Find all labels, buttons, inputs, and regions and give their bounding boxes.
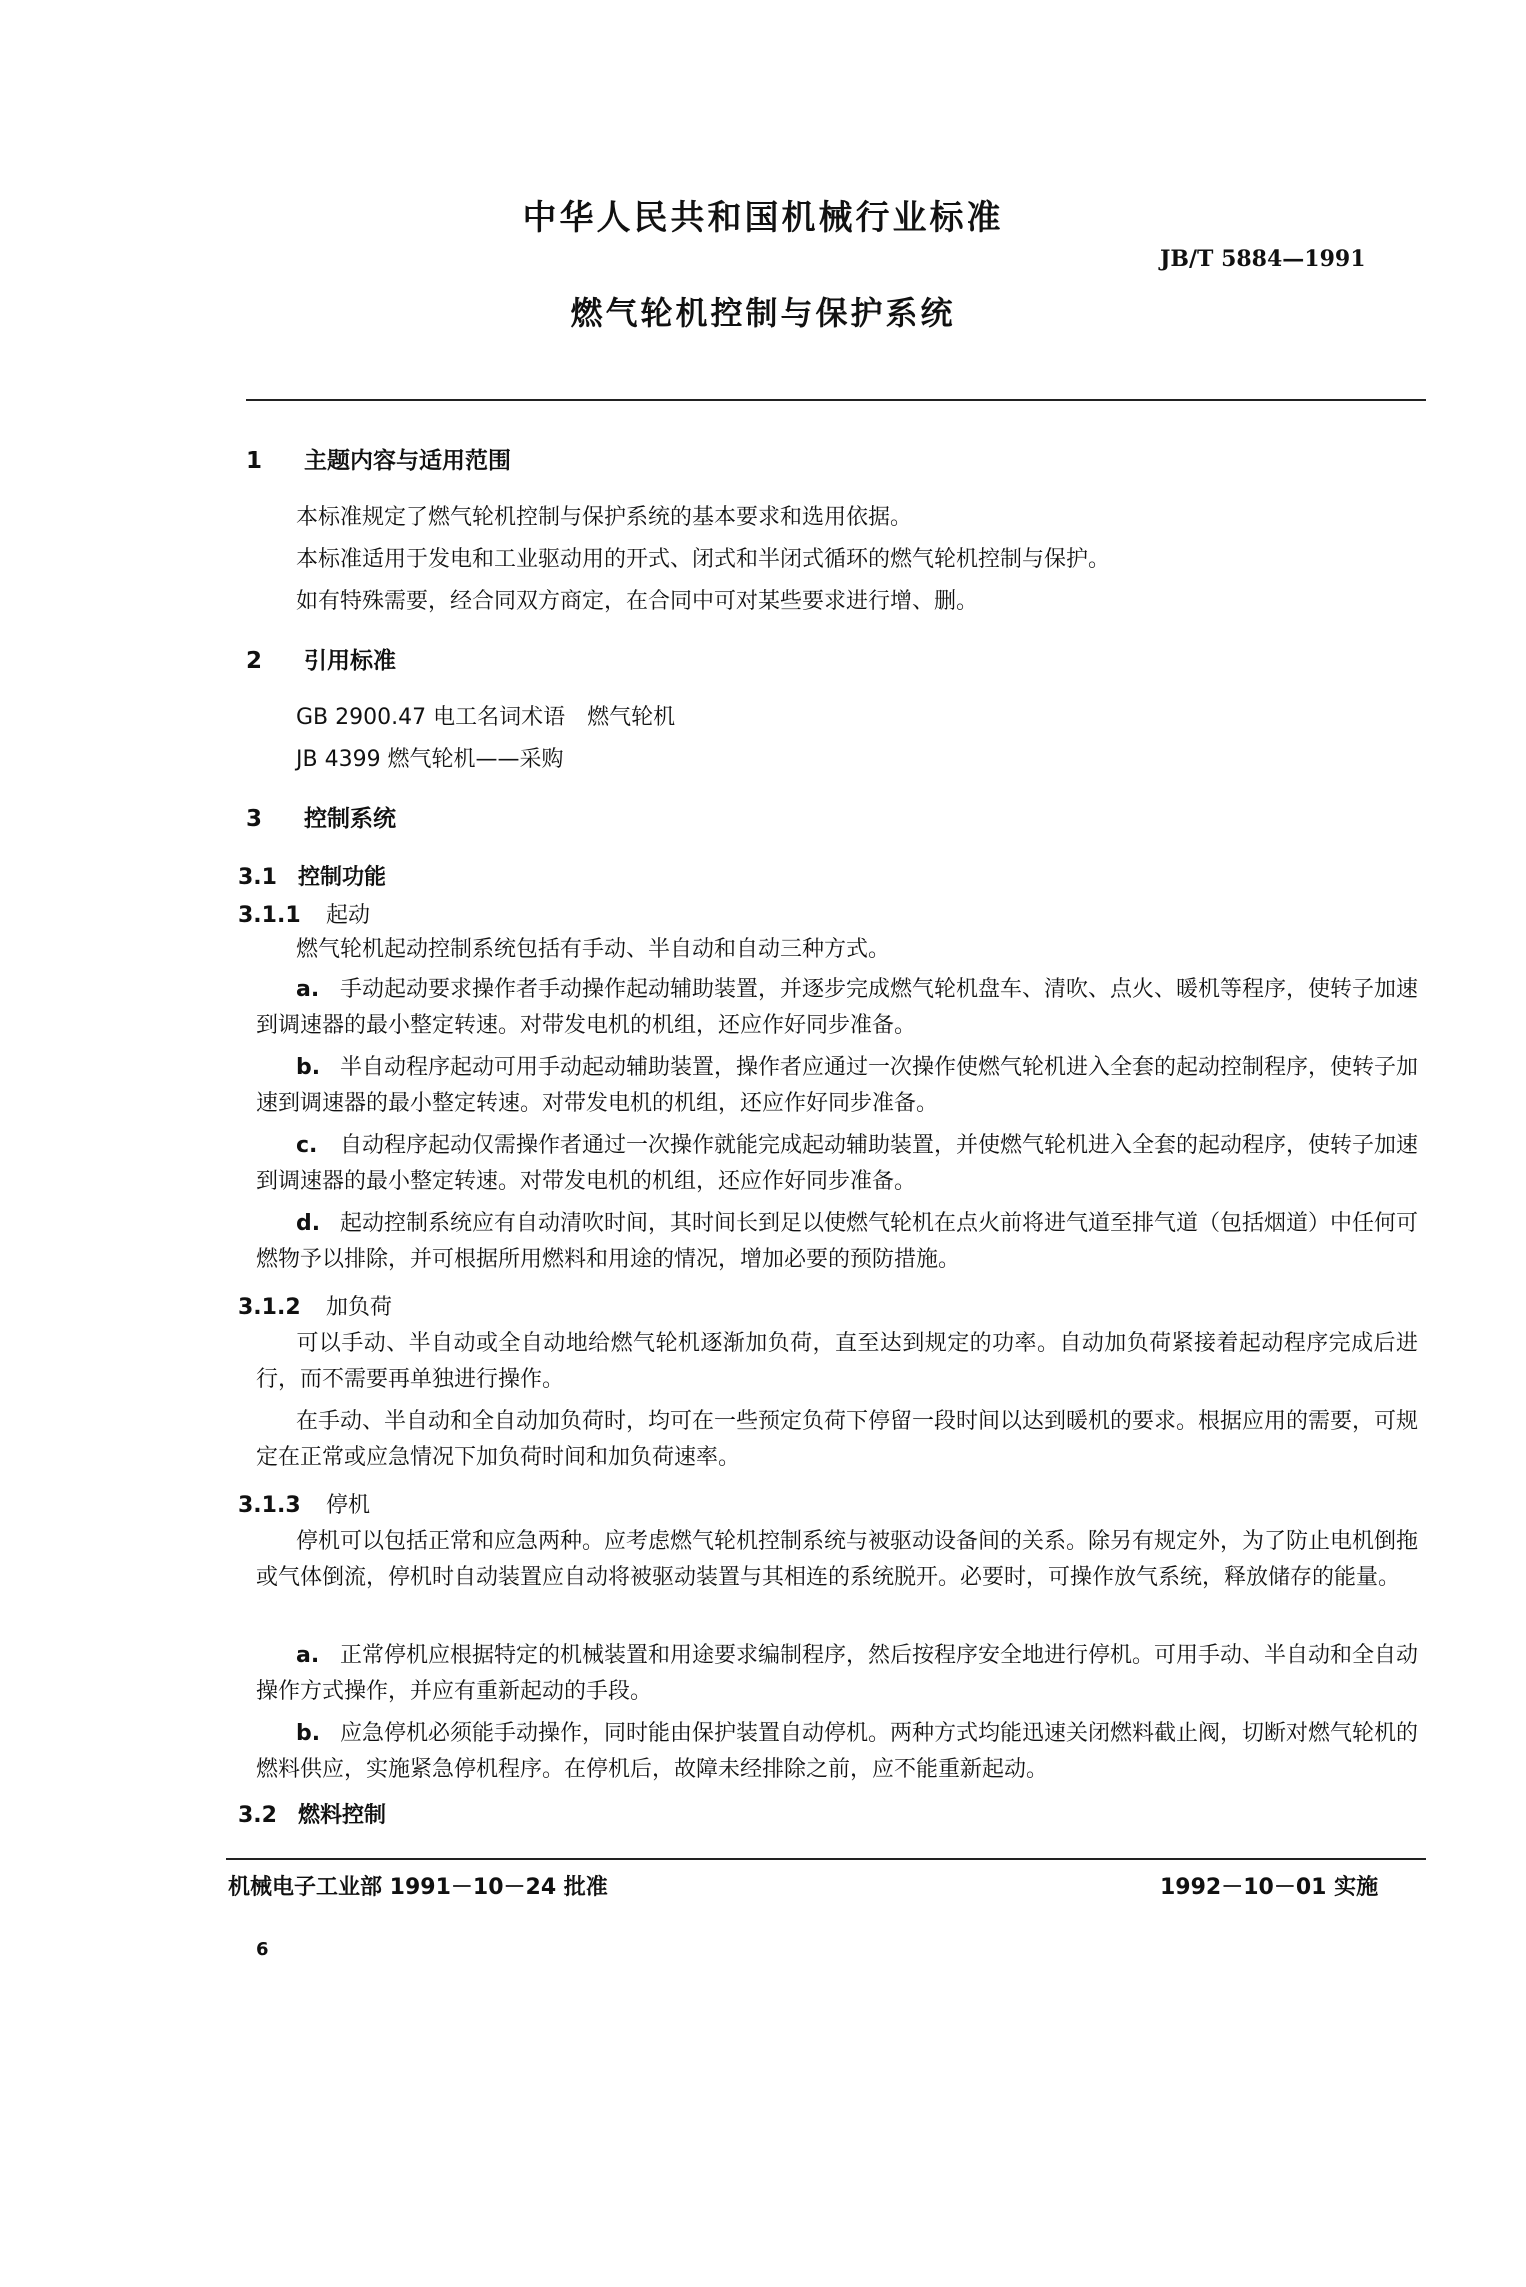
subsection-3-1-title: 控制功能 (298, 865, 387, 890)
subsection-3-2-number: 3.2 (238, 1803, 277, 1828)
start-item-a-label: a. (296, 977, 320, 1002)
start-item-a-text: 手动起动要求操作者手动操作起动辅助装置，并逐步完成燃气轮机盘车、清吹、点火、暖机等程序，使转子加速到调速器的最小整定转速。对带发电机的机组，还应作好同步准备。 (256, 977, 1419, 1038)
subsection-3-2-title: 燃料控制 (298, 1803, 387, 1828)
shutdown-item-b-text: 应急停机必须能手动操作，同时能由保护装置自动停机。两种方式均能迅速关闭燃料截止阀，切断对燃气轮机的燃料供应，实施紧急停机程序。在停机后，故障未经排除之前，应不能重新起动。 (256, 1721, 1419, 1782)
section-3-heading (246, 800, 396, 833)
shutdown-item-a-label: a. (296, 1643, 320, 1668)
subsection-3-1-heading (238, 860, 386, 891)
section-1-number: 1 (246, 448, 263, 474)
standard-code: JB/T 5884—1991 (1160, 246, 1366, 272)
clause-3-1-3-heading (238, 1488, 370, 1519)
approval-line: 机械电子工业部 1991－10－24 批准 (228, 1875, 608, 1900)
subsection-3-1-number: 3.1 (238, 865, 277, 890)
implementation-date: 1992－10－01 实施 (1160, 1875, 1379, 1900)
section-1-heading (246, 442, 511, 475)
loading-paragraph-1 (256, 1326, 1418, 1398)
section-2-heading (246, 642, 396, 675)
start-item-b-text: 半自动程序起动可用手动起动辅助装置，操作者应通过一次操作使燃气轮机进入全套的起动控制程序，使转子加速到调速器的最小整定转速。对带发电机的机组，还应作好同步准备。 (256, 1055, 1419, 1116)
clause-3-1-1-heading (238, 898, 370, 929)
clause-3-1-1-title: 起动 (326, 903, 371, 928)
section-1-title: 主题内容与适用范围 (304, 448, 511, 474)
section-3-number: 3 (246, 806, 263, 832)
section-2-number: 2 (246, 648, 263, 674)
clause-3-1-3-title: 停机 (326, 1493, 371, 1518)
subsection-3-2-heading (238, 1798, 386, 1829)
standard-title: 中华人民共和国机械行业标准 (522, 198, 1004, 238)
loading-paragraph-2 (256, 1404, 1418, 1476)
document-title: 燃气轮机控制与保护系统 (570, 294, 956, 332)
loading-paragraph-1-text: 可以手动、半自动或全自动地给燃气轮机逐渐加负荷，直至达到规定的功率。自动加负荷紧接着起动程序完成后进行，而不需要再单独进行操作。 (256, 1331, 1418, 1392)
start-item-d-label: d. (296, 1211, 321, 1236)
start-item-c (256, 1128, 1418, 1200)
start-item-c-label: c. (296, 1133, 318, 1158)
shutdown-paragraph-text: 停机可以包括正常和应急两种。应考虑燃气轮机控制系统与被驱动设备间的关系。除另有规定外，为了防止电机倒拖或气体倒流，停机时自动装置应自动将被驱动装置与其相连的系统脱开。必要时，可操作放气系统，释放储存的能量。 (256, 1529, 1419, 1590)
loading-paragraph-2-text: 在手动、半自动和全自动加负荷时，均可在一些预定负荷下停留一段时间以达到暖机的要求。根据应用的需要，可规定在正常或应急情况下加负荷时间和加负荷速率。 (256, 1409, 1419, 1470)
shutdown-paragraph (256, 1524, 1418, 1596)
clause-3-1-2-heading (238, 1290, 392, 1321)
clause-3-1-2-title: 加负荷 (326, 1295, 393, 1320)
shutdown-item-a-text: 正常停机应根据特定的机械装置和用途要求编制程序，然后按程序安全地进行停机。可用手动、半自动和全自动操作方式操作，并应有重新起动的手段。 (256, 1643, 1419, 1704)
section-3-title: 控制系统 (304, 806, 396, 832)
shutdown-item-a (256, 1638, 1418, 1710)
start-item-d-text: 起动控制系统应有自动清吹时间，其时间长到足以使燃气轮机在点火前将进气道至排气道（包括烟道）中任何可燃物予以排除，并可根据所用燃料和用途的情况，增加必要的预防措施。 (256, 1211, 1419, 1272)
start-item-b (256, 1050, 1418, 1122)
shutdown-item-b-label: b. (296, 1721, 321, 1746)
section-1-paragraph-2: 本标准适用于发电和工业驱动用的开式、闭式和半闭式循环的燃气轮机控制与保护。 (296, 547, 1111, 572)
start-item-b-label: b. (296, 1055, 321, 1080)
reference-standard-2: JB 4399 燃气轮机——采购 (296, 747, 564, 772)
section-2-title: 引用标准 (304, 648, 396, 674)
start-item-c-text: 自动程序起动仅需操作者通过一次操作就能完成起动辅助装置，并使燃气轮机进入全套的起动程序，使转子加速到调速器的最小整定转速。对带发电机的机组，还应作好同步准备。 (256, 1133, 1419, 1194)
shutdown-item-b (256, 1716, 1418, 1788)
clause-3-1-2-number: 3.1.2 (238, 1295, 301, 1320)
page-number: 6 (256, 1939, 269, 1960)
clause-3-1-1-number: 3.1.1 (238, 903, 301, 928)
footer-divider (226, 1858, 1426, 1860)
header-divider (246, 399, 1426, 401)
section-1-paragraph-1: 本标准规定了燃气轮机控制与保护系统的基本要求和选用依据。 (296, 505, 913, 530)
clause-3-1-1-intro: 燃气轮机起动控制系统包括有手动、半自动和自动三种方式。 (296, 937, 891, 962)
start-item-a (256, 972, 1418, 1044)
clause-3-1-3-number: 3.1.3 (238, 1493, 301, 1518)
start-item-d (256, 1206, 1418, 1278)
reference-standard-1: GB 2900.47 电工名词术语 燃气轮机 (296, 705, 676, 730)
section-1-paragraph-3: 如有特殊需要，经合同双方商定，在合同中可对某些要求进行增、删。 (296, 589, 979, 614)
